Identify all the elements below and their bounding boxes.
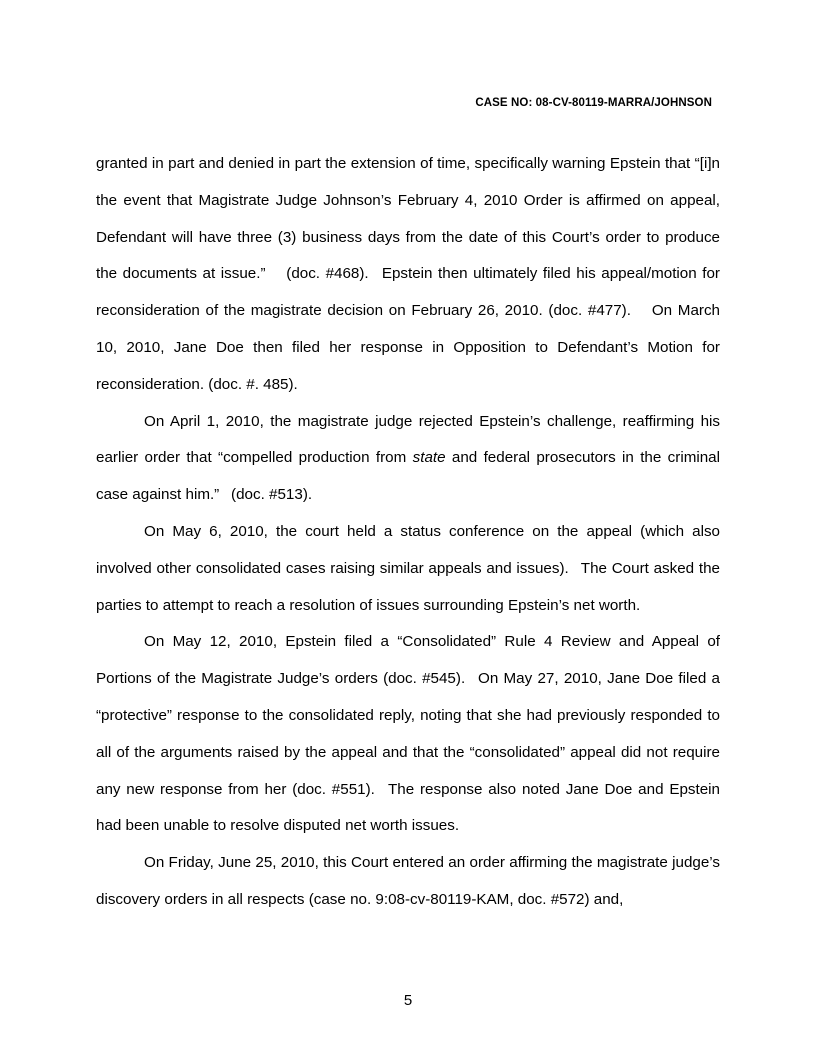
case-number-header: CASE NO: 08-CV-80119-MARRA/JOHNSON [475, 97, 712, 109]
paragraph-may-12-consolidated-appeal: On May 12, 2010, Epstein filed a “Consolidated” Rule 4 Review and Appeal of Portions of the Magistrate Judge’s orders (doc. #545). On May 27, 2010, Jane Doe filed a “protective” response to the consolidated reply, noting that she had previously responded to all of the arguments raised by the appeal and that the “consolidated” appeal did not require any new response from her (doc. #551). The response also noted Jane Doe and Epstein had been unable to resolve disputed net worth issues. [96, 633, 720, 835]
paragraph-june-25-order: On Friday, June 25, 2010, this Court entered an order affirming the magistrate judge’s discovery orders in all respects (case no. 9:08-cv-80119-KAM, doc. #572) and, [96, 854, 720, 908]
page-number: 5 [403, 992, 413, 1009]
paragraph-text-before-emphasis: On April 1, 2010, the magistrate judge rejected Epstein’s challenge, reaffirming his earlier order that “compelled production from [96, 412, 720, 467]
document-body [96, 146, 720, 919]
paragraph-may-6-status-conference: On May 6, 2010, the court held a status conference on the appeal (which also involved other consolidated cases raising similar appeals and issues). The Court asked the parties to attempt to reach a resolution of issues surrounding Epstein’s net worth. [96, 522, 720, 614]
paragraph-april-1-ruling [96, 404, 720, 514]
paragraph-extension-of-time: granted in part and denied in part the extension of time, specifically warning Epstein that “[i]n the event that Magistrate Judge Johnson’s February 4, 2010 Order is affirmed on appeal, Defendant will have three (3) business days from the date of this Court’s order to produce the documents at issue.” (doc. #468). Epstein then ultimately filed his appeal/motion for reconsideration of the magistrate decision on February 26, 2010. (doc. #477). On March 10, 2010, Jane Doe then filed her response in Opposition to Defendant’s Motion for reconsideration. (doc. #. 485). [96, 155, 720, 393]
emphasized-word-state: state [412, 449, 446, 467]
paragraph-text-after-emphasis: and federal prosecutors in the criminal case against him.” (doc. #513). [96, 449, 720, 504]
